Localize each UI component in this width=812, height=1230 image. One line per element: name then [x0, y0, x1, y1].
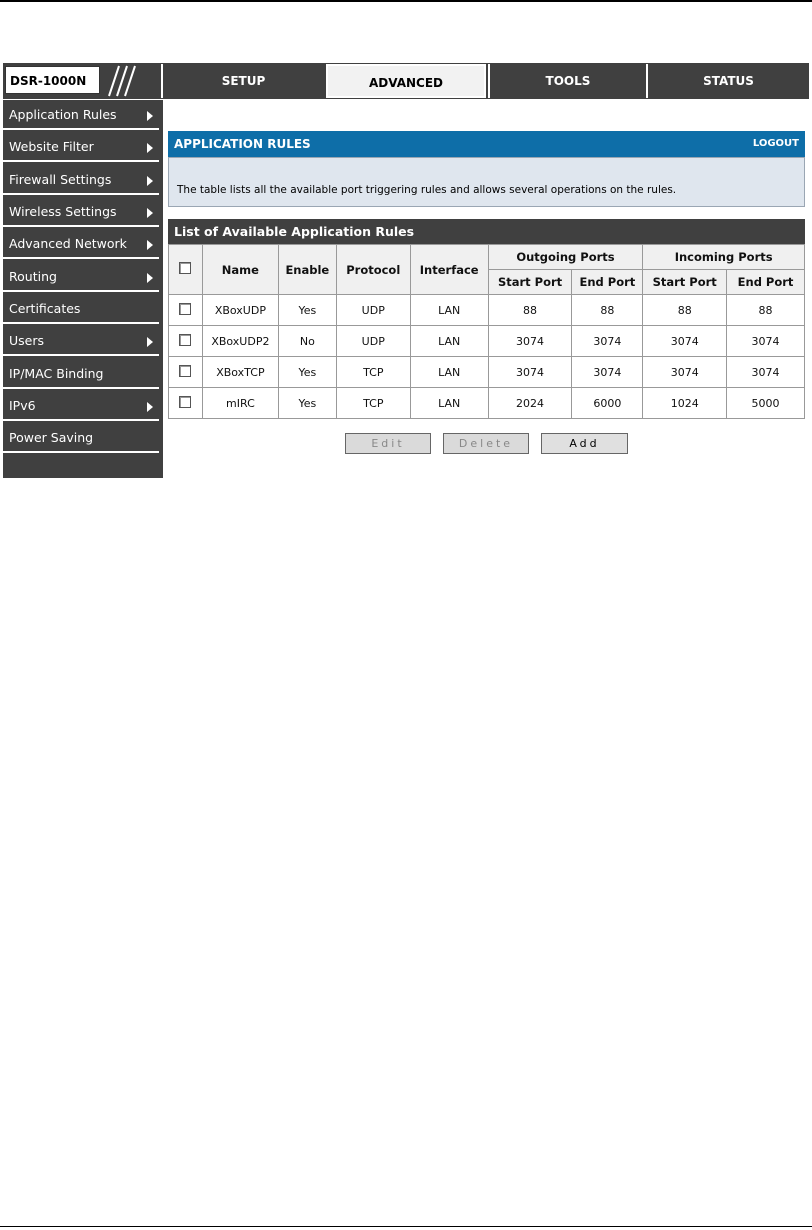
- cell-protocol: TCP: [336, 388, 410, 419]
- arrow-right-icon: [147, 143, 153, 153]
- cell-protocol: UDP: [336, 295, 410, 326]
- row-checkbox[interactable]: [179, 365, 191, 377]
- sidebar-item-ipv6[interactable]: [3, 391, 159, 421]
- col-header-in-start-port: Start Port: [643, 270, 727, 295]
- cell-protocol: UDP: [336, 326, 410, 357]
- cell-name: mIRC: [202, 388, 278, 419]
- sidebar-item-label: Power Saving: [9, 430, 94, 445]
- row-checkbox[interactable]: [179, 334, 191, 346]
- arrow-right-icon: [147, 240, 153, 250]
- add-button[interactable]: Add: [541, 433, 628, 454]
- delete-button[interactable]: Delete: [443, 433, 529, 454]
- tab-advanced[interactable]: ADVANCED: [326, 64, 486, 98]
- cell-enable: Yes: [278, 388, 336, 419]
- sidebar-item-power-saving[interactable]: [3, 423, 159, 453]
- arrow-right-icon: [147, 208, 153, 218]
- cell-out-end: 3074: [572, 357, 643, 388]
- col-header-name: Name: [202, 245, 278, 295]
- row-checkbox[interactable]: [179, 303, 191, 315]
- cell-enable: Yes: [278, 357, 336, 388]
- cell-interface: LAN: [410, 357, 488, 388]
- col-header-out-start-port: Start Port: [488, 270, 572, 295]
- table-row[interactable]: [169, 388, 805, 419]
- cell-out-start: 88: [488, 295, 572, 326]
- cell-in-end: 5000: [727, 388, 805, 419]
- arrow-right-icon: [147, 402, 153, 412]
- sidebar-item-label: Users: [9, 333, 45, 348]
- col-header-enable: Enable: [278, 245, 336, 295]
- sidebar-item-label: IPv6: [9, 398, 36, 413]
- arrow-right-icon: [147, 273, 153, 283]
- cell-interface: LAN: [410, 326, 488, 357]
- table-header-row: [169, 245, 805, 270]
- col-header-protocol: Protocol: [336, 245, 410, 295]
- list-title: List of Available Application Rules: [168, 219, 805, 244]
- tab-tools[interactable]: TOOLS: [488, 64, 646, 98]
- cell-interface: LAN: [410, 388, 488, 419]
- row-select-cell: [169, 388, 203, 419]
- col-header-outgoing-ports: Outgoing Ports: [488, 245, 643, 270]
- model-label: DSR-1000N: [5, 66, 100, 94]
- sidebar-item-advanced-network[interactable]: [3, 229, 159, 259]
- cell-out-start: 3074: [488, 326, 572, 357]
- sidebar-item-label: Firewall Settings: [9, 172, 112, 187]
- sidebar-item-application-rules[interactable]: [3, 100, 159, 130]
- sidebar-item-firewall-settings[interactable]: [3, 165, 159, 195]
- cell-out-end: 6000: [572, 388, 643, 419]
- col-header-interface: Interface: [410, 245, 488, 295]
- cell-in-end: 3074: [727, 326, 805, 357]
- sidebar-item-routing[interactable]: [3, 262, 159, 292]
- cell-name: XBoxTCP: [202, 357, 278, 388]
- table-row[interactable]: [169, 295, 805, 326]
- sidebar-item-label: Advanced Network: [9, 236, 127, 251]
- sidebar-item-label: Website Filter: [9, 139, 94, 154]
- cell-name: XBoxUDP2: [202, 326, 278, 357]
- arrow-right-icon: [147, 111, 153, 121]
- table-row[interactable]: [169, 357, 805, 388]
- row-select-cell: [169, 357, 203, 388]
- sidebar-item-label: IP/MAC Binding: [9, 366, 104, 381]
- tab-setup[interactable]: SETUP: [161, 64, 324, 98]
- row-select-cell: [169, 295, 203, 326]
- cell-in-end: 88: [727, 295, 805, 326]
- arrow-right-icon: [147, 176, 153, 186]
- logout-link[interactable]: LOGOUT: [752, 138, 799, 149]
- cell-in-start: 3074: [643, 326, 727, 357]
- cell-enable: Yes: [278, 295, 336, 326]
- cell-in-start: 1024: [643, 388, 727, 419]
- sidebar-item-label: Routing: [9, 269, 57, 284]
- sidebar-item-label: Certificates: [9, 301, 81, 316]
- top-nav: [3, 63, 809, 99]
- col-header-incoming-ports: Incoming Ports: [643, 245, 805, 270]
- sidebar-item-label: Wireless Settings: [9, 204, 117, 219]
- tab-status[interactable]: STATUS: [646, 64, 809, 98]
- page-description: The table lists all the available port triggering rules and allows several operations on the rules.: [168, 157, 805, 207]
- top-rule: [0, 0, 812, 2]
- cell-out-start: 3074: [488, 357, 572, 388]
- application-rules-table: [168, 244, 805, 419]
- cell-interface: LAN: [410, 295, 488, 326]
- cell-out-end: 3074: [572, 326, 643, 357]
- row-select-cell: [169, 326, 203, 357]
- page-title: [168, 131, 805, 157]
- select-all-cell: [169, 245, 203, 295]
- bottom-rule: [0, 1226, 812, 1227]
- page-title-text: APPLICATION RULES: [174, 137, 311, 151]
- table-row[interactable]: [169, 326, 805, 357]
- sidebar-item-certificates[interactable]: [3, 294, 159, 324]
- cell-name: XBoxUDP: [202, 295, 278, 326]
- sidebar-item-ip-mac-binding[interactable]: [3, 359, 159, 389]
- edit-button[interactable]: Edit: [345, 433, 431, 454]
- cell-protocol: TCP: [336, 357, 410, 388]
- cell-enable: No: [278, 326, 336, 357]
- col-header-in-end-port: End Port: [727, 270, 805, 295]
- arrow-right-icon: [147, 337, 153, 347]
- row-checkbox[interactable]: [179, 396, 191, 408]
- sidebar-item-wireless-settings[interactable]: [3, 197, 159, 227]
- sidebar-item-users[interactable]: [3, 326, 159, 356]
- cell-in-end: 3074: [727, 357, 805, 388]
- cell-in-start: 88: [643, 295, 727, 326]
- cell-in-start: 3074: [643, 357, 727, 388]
- col-header-out-end-port: End Port: [572, 270, 643, 295]
- sidebar-item-website-filter[interactable]: [3, 132, 159, 162]
- select-all-checkbox[interactable]: [179, 262, 191, 274]
- brand-slashes-icon: [101, 65, 161, 97]
- brand-area: [3, 63, 161, 99]
- sidebar: [3, 100, 163, 478]
- cell-out-end: 88: [572, 295, 643, 326]
- cell-out-start: 2024: [488, 388, 572, 419]
- sidebar-item-label: Application Rules: [9, 107, 117, 122]
